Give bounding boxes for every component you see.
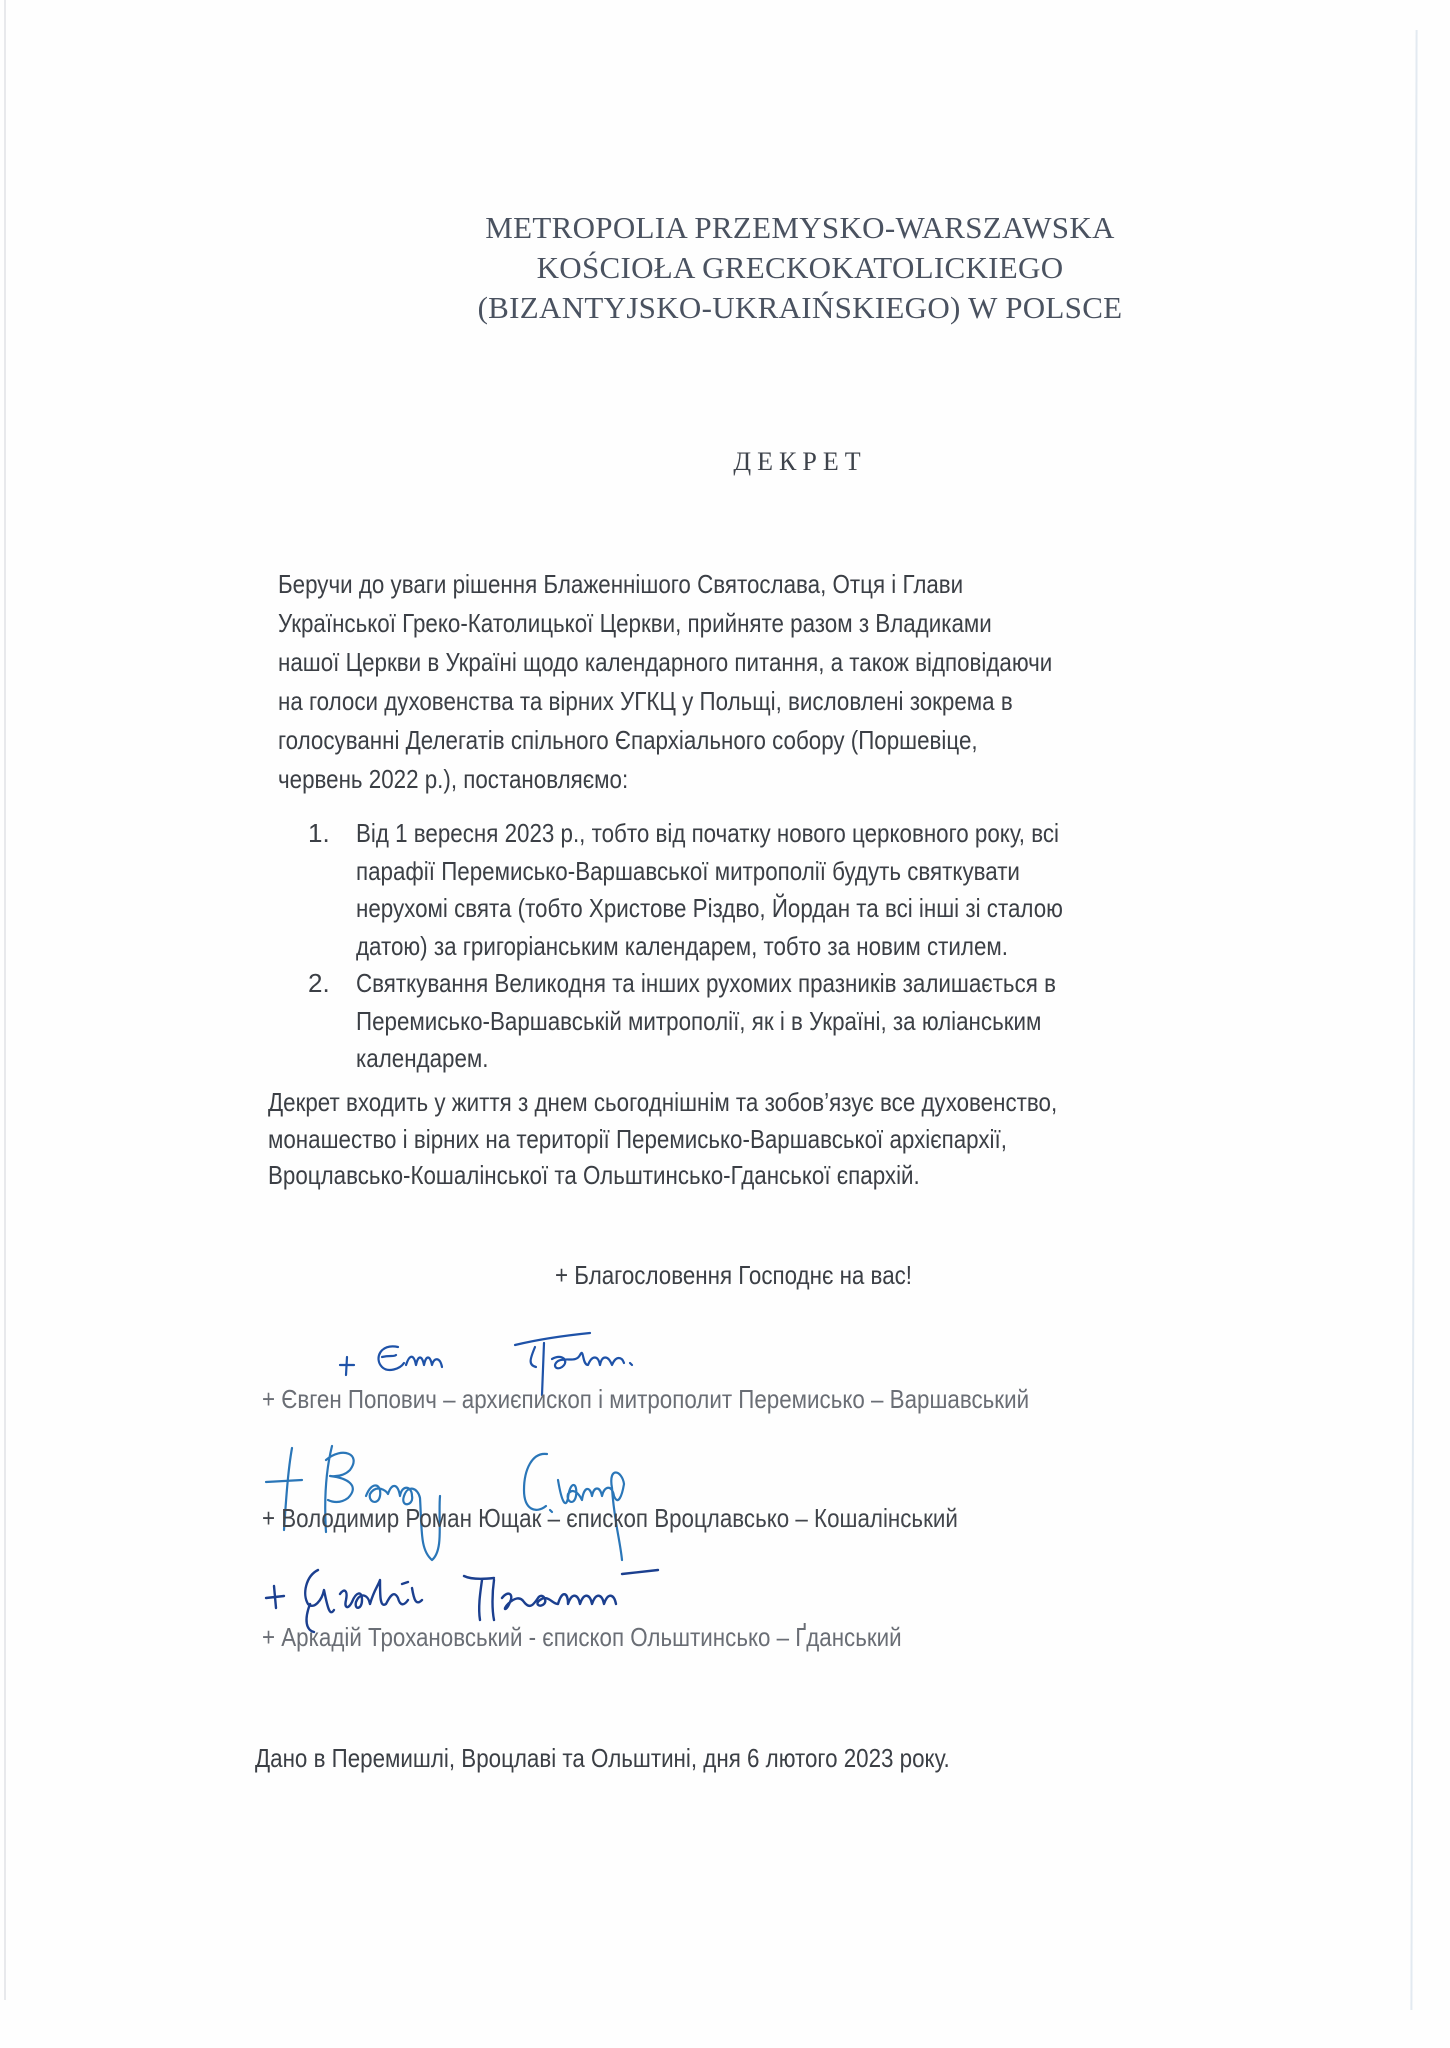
decree-line: Декрет входить у життя з днем сьогоднішнім та зобов’язує все духовенство, (268, 1087, 1058, 1117)
decree-line: Вроцлавсько-Кошалінської та Ольштинсько-Гданської єпархій. (268, 1160, 920, 1190)
blessing-line: + Благословення Господнє на вас! (555, 1260, 913, 1290)
decree-line: монашество і вірних на території Перемисько-Варшавської архієпархії, (268, 1123, 1007, 1154)
handwritten-signature (262, 1560, 1022, 1630)
scan-edge (4, 0, 6, 2000)
header-line-1: METROPOLIA PRZEMYSKO-WARSZAWSKA (485, 210, 1115, 245)
list-line: Від 1 вересня 2023 р., тобто від початку нового церковного року, всі (356, 818, 1059, 848)
intro-line: голосуванні Делегатів спільного Єпархіального собору (Поршевіце, (278, 725, 978, 755)
intro-line: нашої Церкви в Україні щодо календарного питання, а також відповідаючи (278, 647, 1053, 677)
header-line-3: (BIZANTYJSKO-UKRAIŃSKIEGO) W POLSCE (477, 290, 1123, 325)
signatory-name-line: + Володимир Роман Ющак – єпископ Вроцлавсько – Кошалінський (262, 1503, 958, 1533)
list-line: нерухомі свята (тобто Христове Різдво, Йордан та всі інші зі сталою (356, 893, 1063, 923)
date-line: Дано в Перемишлі, Вроцлаві та Ольштині, дня 6 лютого 2023 року. (255, 1743, 950, 1773)
list-item (308, 815, 1178, 965)
list-line: Перемисько-Варшавській митрополії, як і в Україні, за юліанським (356, 1005, 1042, 1036)
list-number: 1. (308, 818, 330, 848)
document-title: ДЕКРЕТ (733, 447, 867, 476)
signatory-name-line: + Аркадій Трохановський - єпископ Ольштинсько – Ґданський (262, 1622, 902, 1652)
intro-line: на голоси духовенства та вірних УГКЦ у Польщі, висловлені зокрема в (278, 686, 1013, 716)
handwritten-signature (262, 1440, 762, 1560)
intro-line: Української Греко-Католицької Церкви, прийняте разом з Владиками (278, 608, 992, 638)
intro-line: червень 2022 р.), постановляємо: (278, 764, 629, 794)
intro-paragraph (278, 565, 1178, 799)
list-item (308, 965, 1178, 1078)
header-line-2: KOŚCIOŁA GRECKOKATOLICKIEGO (536, 250, 1064, 285)
list-line: Святкування Великодня та інших рухомих празників залишається в (356, 968, 1056, 998)
signatory-name-line: + Євген Попович – архиєпископ і митрополит Перемисько – Варшавський (262, 1384, 1030, 1414)
document-header (400, 208, 1200, 328)
list-line: парафії Перемисько-Варшавської митрополії будуть святкувати (356, 855, 1020, 886)
scan-artifact-line (1410, 30, 1417, 2010)
intro-line: Беручи до уваги рішення Блаженнішого Святослава, Отця і Глави (278, 569, 964, 599)
list-line: календарем. (356, 1043, 489, 1073)
list-number: 2. (308, 968, 330, 998)
list-line: датою) за григоріанським календарем, тобто за новим стилем. (356, 930, 1008, 961)
resolution-list (308, 815, 1178, 1078)
decree-paragraph (268, 1084, 1186, 1194)
